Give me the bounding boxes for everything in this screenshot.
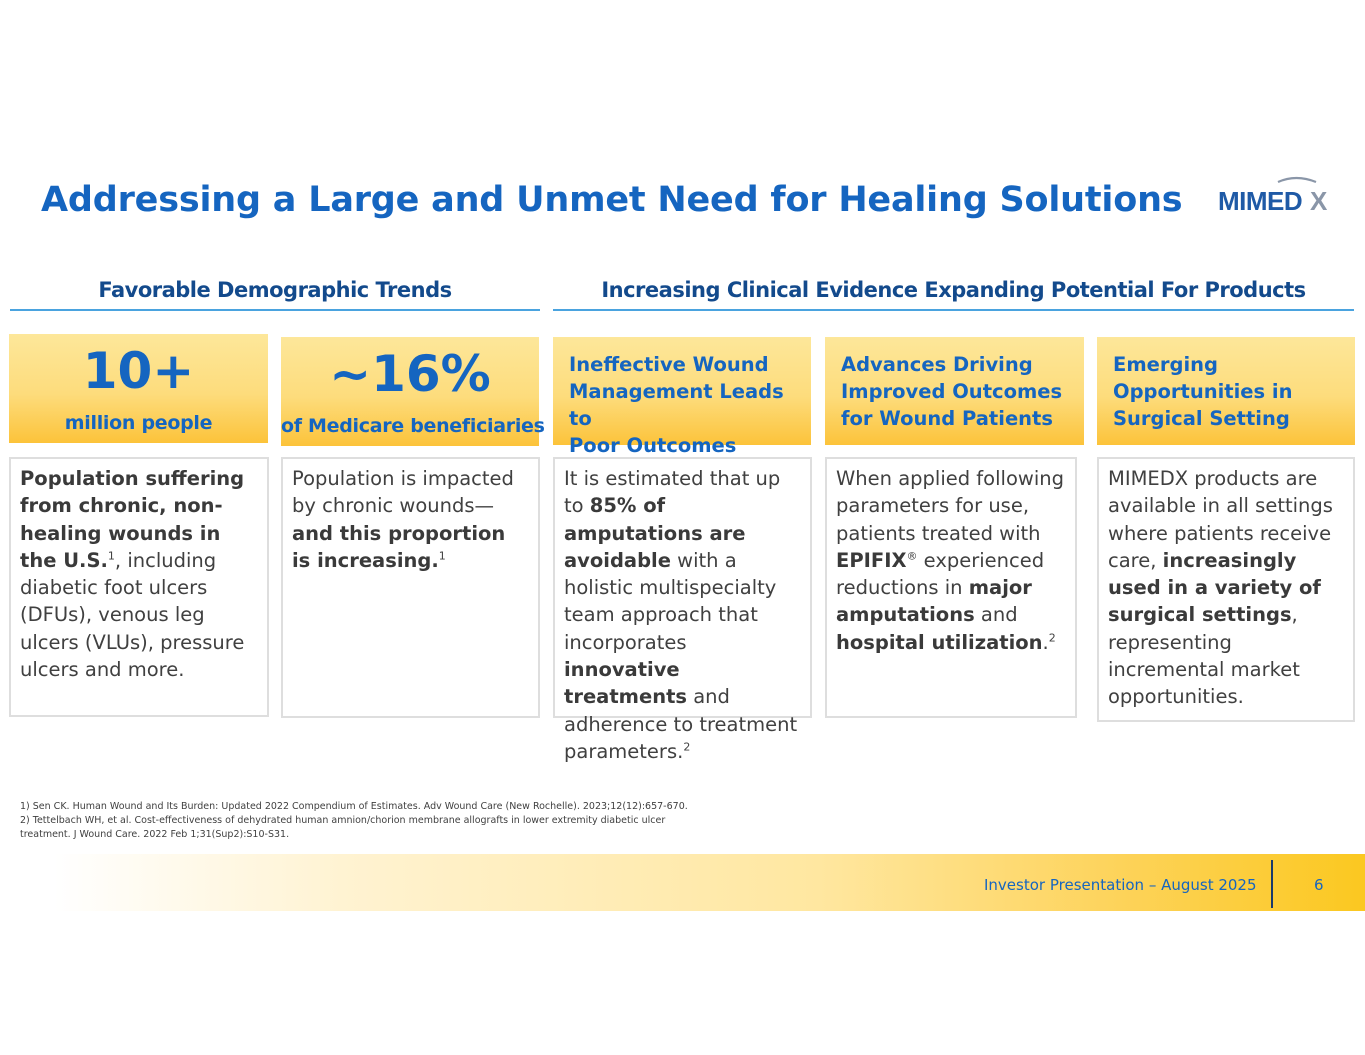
section-heading-clinical: Increasing Clinical Evidence Expanding Potential For Products <box>601 278 1306 302</box>
references <box>20 800 720 842</box>
stat-card-medicare <box>281 337 545 446</box>
reference-item: 2) Tettelbach WH, et al. Cost-effectiveness of dehydrated human amnion/chorion membrane allografts in lower extremity diabetic ulcer <box>20 815 666 826</box>
description-box-population: Population suffering from chronic, non-healing wounds in the U.S.$^1$, including diabetic foot ulcers (DFUs), venous leg ulcers (VLUs), pressure ulcers and more. <box>9 457 269 717</box>
svg-text:MIMED: MIMED <box>1218 186 1303 216</box>
header-card-emerging <box>1097 337 1355 445</box>
stat-value: ~16% <box>329 345 491 403</box>
stat-card-population <box>9 334 268 443</box>
stat-label: million people <box>64 412 213 434</box>
description-box-ineffective: It is estimated that up to 85% of amputations are avoidable with a holistic multispecialty team approach that incorporates innovative treatments and adherence to treatment parameters.$^2$ <box>553 457 812 718</box>
card-heading: Ineffective Wound Management Leads to Poor Outcomes <box>569 353 784 457</box>
section-divider <box>553 309 1354 311</box>
description-box-advances: When applied following parameters for use, patients treated with EPIFIX® experienced reductions in major amputations and hospital utilization.$^2$ <box>825 457 1077 718</box>
reference-item: 1) Sen CK. Human Wound and Its Burden: Updated 2022 Compendium of Estimates. Adv Wound Care (New Rochelle). 2023;12(12):657-670. <box>20 801 688 812</box>
reference-item: treatment. J Wound Care. 2022 Feb 1;31(Sup2):S10-S31. <box>20 829 290 840</box>
page-title: Addressing a Large and Unmet Need for Healing Solutions <box>41 180 1183 220</box>
footer-divider <box>1271 860 1273 908</box>
description-box-medicare: Population is impacted by chronic wounds—and this proportion is increasing.$^1$ <box>281 457 540 718</box>
section-divider <box>10 309 540 311</box>
description-box-emerging: MIMEDX products are available in all settings where patients receive care, increasingly used in a variety of surgical settings, representing incremental market opportunities. <box>1097 457 1355 722</box>
card-heading: Emerging Opportunities in Surgical Setting <box>1113 353 1293 430</box>
header-card-advances <box>825 337 1084 445</box>
stat-value: 10+ <box>82 342 195 400</box>
footer-label: Investor Presentation – August 2025 <box>984 876 1257 894</box>
card-heading: Advances Driving Improved Outcomes for Wound Patients <box>841 353 1063 430</box>
mimedx-logo <box>1218 176 1330 216</box>
header-card-ineffective <box>553 337 811 457</box>
svg-text:X: X <box>1310 186 1328 216</box>
page-number: 6 <box>1314 876 1324 894</box>
section-heading-demographics: Favorable Demographic Trends <box>98 278 452 302</box>
stat-label: of Medicare beneficiaries <box>281 415 545 437</box>
